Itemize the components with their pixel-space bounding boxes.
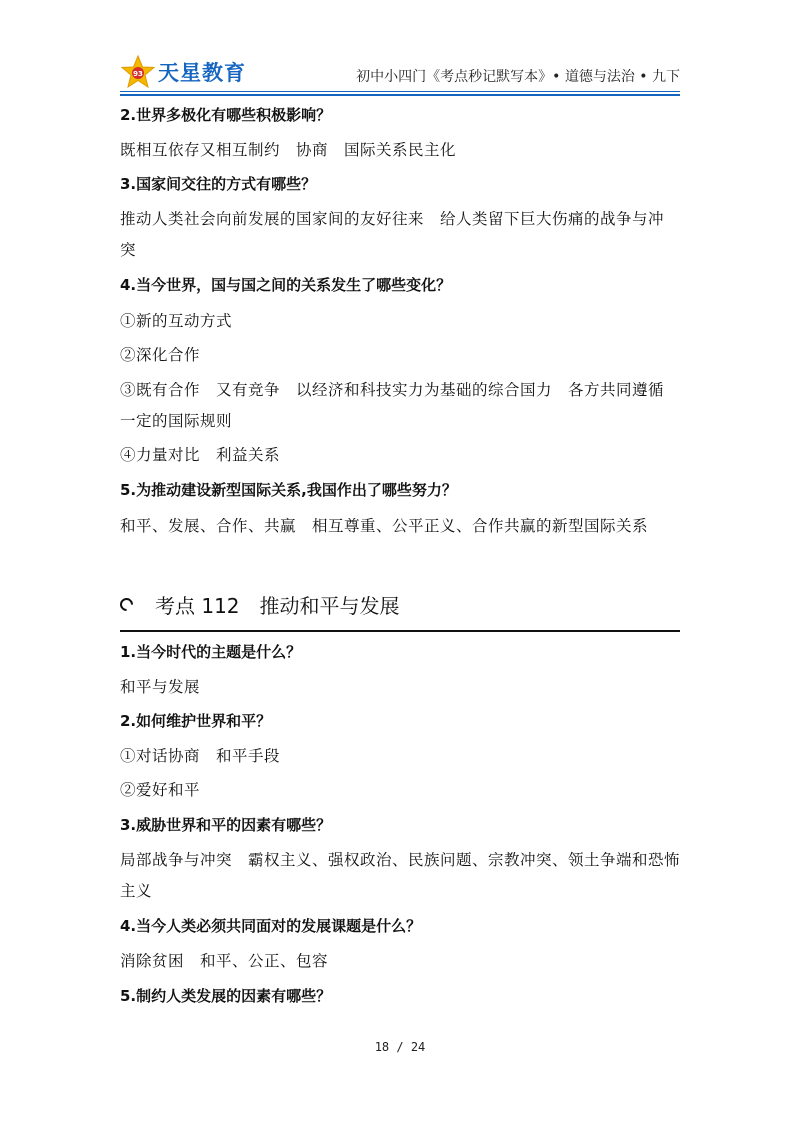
question-2: 2.世界多极化有哪些积极影响？	[120, 106, 332, 124]
answer-4-item-3-line-1: ③既有合作 又有竞争 以经济和科技实力为基础的综合国力 各方共同遵循	[120, 381, 665, 399]
question-2b: 2.如何维护世界和平？	[120, 712, 272, 730]
answer-3-line-1: 推动人类社会向前发展的国家间的友好往来 给人类留下巨大伤痛的战争与冲	[120, 210, 665, 228]
question-3: 3.国家间交往的方式有哪些？	[120, 175, 317, 193]
section-heading	[120, 590, 680, 618]
header-rule-thick	[120, 94, 680, 96]
page-header	[120, 54, 680, 90]
question-1: 1.当今时代的主题是什么？	[120, 643, 302, 661]
logo	[120, 54, 246, 90]
circle-bullet-icon	[117, 595, 135, 613]
answer-2: 既相互依存又相互制约 协商 国际关系民主化	[120, 141, 457, 159]
header-title: 初中小四门《考点秒记默写本》• 道德与法治 • 九下	[356, 69, 680, 85]
section-rule	[120, 630, 680, 632]
question-5: 5.为推动建设新型国际关系,我国作出了哪些努力？	[120, 481, 457, 499]
logo-badge-text: 93	[133, 70, 143, 78]
question-3b: 3.威胁世界和平的因素有哪些？	[120, 816, 332, 834]
question-5b: 5.制约人类发展的因素有哪些？	[120, 987, 332, 1005]
answer-3-line-2: 突	[120, 241, 137, 259]
answer-4-item-4: ④力量对比 利益关系	[120, 446, 281, 464]
answer-4-item-2: ②深化合作	[120, 346, 201, 364]
logo-text: 天星教育	[158, 61, 246, 85]
star-logo-icon	[120, 54, 156, 90]
section-title: 考点 112 推动和平与发展	[155, 593, 400, 618]
answer-4-item-1: ①新的互动方式	[120, 312, 233, 330]
answer-1: 和平与发展	[120, 678, 201, 696]
answer-5: 和平、发展、合作、共赢 相互尊重、公平正义、合作共赢的新型国际关系	[120, 517, 649, 535]
answer-2b-item-1: ①对话协商 和平手段	[120, 747, 281, 765]
answer-3b-line-1: 局部战争与冲突 霸权主义、强权政治、民族问题、宗教冲突、领土争端和恐怖	[120, 851, 681, 869]
answer-3b-line-2: 主义	[120, 882, 153, 900]
page-number: 18 / 24	[374, 1040, 426, 1054]
question-4b: 4.当今人类必须共同面对的发展课题是什么？	[120, 917, 422, 935]
answer-4-item-3-line-2: 一定的国际规则	[120, 412, 233, 430]
question-4: 4.当今世界，国与国之间的关系发生了哪些变化？	[120, 276, 452, 294]
answer-4b: 消除贫困 和平、公正、包容	[120, 952, 329, 970]
answer-2b-item-2: ②爱好和平	[120, 781, 201, 799]
header-rule	[120, 91, 680, 92]
